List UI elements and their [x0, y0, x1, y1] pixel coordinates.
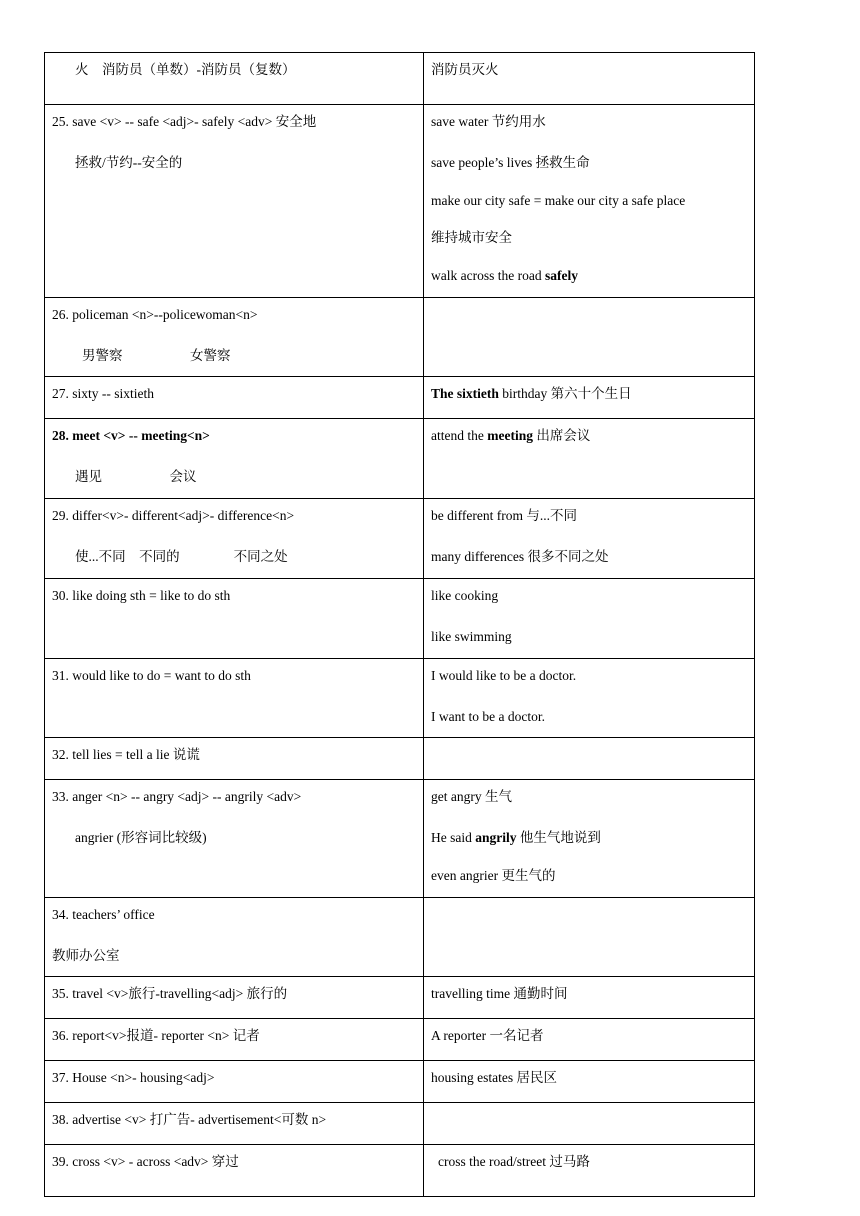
table-row	[45, 780, 755, 897]
term-cell	[45, 1019, 424, 1061]
term-text: 32. tell lies = tell a lie 说谎	[52, 747, 200, 763]
term-cell	[45, 419, 424, 499]
example-cell	[424, 499, 755, 579]
term-text: 36. report<v>报道- reporter <n> 记者	[52, 1028, 260, 1044]
example-text: A reporter 一名记者	[431, 1028, 544, 1044]
term-translation: 使...不同 不同的 不同之处	[75, 549, 288, 565]
example-line	[431, 419, 747, 460]
example-cell	[424, 419, 755, 499]
example-text: I want to be a doctor.	[431, 708, 545, 724]
term-cell	[45, 499, 424, 579]
example-text: save people’s lives 拯救生命	[431, 155, 590, 170]
term-cell	[45, 105, 424, 298]
example-cell	[424, 780, 755, 897]
example-text: 出席会议	[532, 428, 591, 444]
example-line	[431, 377, 747, 418]
table-row	[45, 419, 755, 499]
table-row	[45, 738, 755, 780]
example-text: He said	[431, 830, 476, 846]
table-row	[45, 977, 755, 1019]
example-bold-word: safely	[544, 268, 578, 284]
table-row	[45, 105, 755, 298]
example-text: housing estates 居民区	[431, 1070, 557, 1086]
term-cell	[45, 1145, 424, 1197]
example-bold-word: The sixtieth	[431, 386, 499, 402]
table-row	[45, 1145, 755, 1197]
term-text: 34. teachers’ office	[52, 906, 155, 922]
term-cell	[45, 738, 424, 780]
example-text: walk across the road	[431, 268, 545, 284]
term-cell	[45, 658, 424, 738]
table-row	[45, 499, 755, 579]
table-row	[45, 297, 755, 377]
example-text: 他生气地说到	[516, 830, 601, 846]
term-text: 37. House <n>- housing<adj>	[52, 1070, 215, 1086]
example-bold-word: angrily	[475, 830, 517, 846]
term-text: 35. travel <v>旅行-travelling<adj> 旅行的	[52, 986, 288, 1002]
term-bold-text: 28. meet <v> -- meeting<n>	[52, 428, 210, 444]
table-row	[45, 578, 755, 658]
example-cell	[424, 1019, 755, 1061]
example-text: I would like to be a doctor.	[431, 667, 577, 683]
example-cell	[424, 1103, 755, 1145]
term-text: 38. advertise <v> 打广告- advertisement<可数 n>	[52, 1112, 327, 1128]
example-line	[431, 259, 747, 297]
table-row	[45, 1019, 755, 1061]
example-cell	[424, 297, 755, 377]
term-translation: 教师办公室	[52, 947, 120, 963]
table-row	[45, 377, 755, 419]
table-row	[45, 658, 755, 738]
term-text: 31. would like to do = want to do sth	[52, 667, 251, 683]
term-cell	[45, 897, 424, 977]
example-text: travelling time 通勤时间	[431, 986, 568, 1002]
example-cell	[424, 897, 755, 977]
term-translation: 男警察 女警察	[82, 347, 231, 363]
example-cell	[424, 1061, 755, 1103]
example-line	[431, 821, 747, 859]
example-text: birthday 第六十个生日	[498, 386, 632, 402]
example-cell	[424, 658, 755, 738]
term-text: 30. like doing sth = like to do sth	[52, 587, 231, 603]
example-cell	[424, 1145, 755, 1197]
example-cell	[424, 738, 755, 780]
table-row	[45, 1103, 755, 1145]
example-cell	[424, 578, 755, 658]
term-text	[52, 419, 416, 460]
example-text: cross the road/street 过马路	[438, 1154, 590, 1170]
term-text: 27. sixty -- sixtieth	[52, 386, 154, 402]
example-text: save water 节约用水	[431, 114, 546, 129]
example-cell	[424, 105, 755, 298]
example-text: even angrier 更生气的	[431, 867, 556, 883]
example-text: make our city safe = make our city a safe place	[431, 192, 686, 208]
example-text: get angry 生气	[431, 789, 512, 805]
term-cell	[45, 578, 424, 658]
term-translation: 拯救/节约--安全的	[75, 155, 183, 170]
term-cell	[45, 1103, 424, 1145]
term-text: 39. cross <v> - across <adv> 穿过	[52, 1154, 239, 1170]
example-text: like cooking	[431, 587, 499, 603]
example-bold-word: meeting	[487, 428, 533, 444]
term-cell	[45, 780, 424, 897]
example-text: 维持城市安全	[431, 230, 512, 246]
example-cell	[424, 377, 755, 419]
term-cell	[45, 977, 424, 1019]
term-cell	[45, 297, 424, 377]
term-cell	[45, 377, 424, 419]
term-text: 29. differ<v>- different<adj>- difference<n>	[52, 508, 295, 524]
table-row	[45, 1061, 755, 1103]
term-cell	[45, 53, 424, 105]
term-cell	[45, 1061, 424, 1103]
example-text: be different from 与...不同	[431, 508, 577, 524]
term-text: 火 消防员（单数）-消防员（复数）	[75, 62, 296, 77]
example-text: many differences 很多不同之处	[431, 549, 609, 565]
term-text: 26. policeman <n>--policewoman<n>	[52, 306, 258, 322]
term-translation: 遇见 会议	[75, 469, 197, 485]
example-text: attend the	[431, 428, 488, 444]
term-text: 33. anger <n> -- angry <adj> -- angrily <adv>	[52, 789, 302, 805]
table-row	[45, 53, 755, 105]
term-translation: angrier (形容词比较级)	[75, 830, 207, 846]
table-row	[45, 897, 755, 977]
example-cell	[424, 977, 755, 1019]
example-text: 消防员灭火	[431, 62, 499, 77]
vocabulary-table	[44, 52, 755, 1197]
example-text: like swimming	[431, 628, 512, 644]
term-text: 25. save <v> -- safe <adj>- safely <adv> 安全地	[52, 114, 317, 129]
example-cell	[424, 53, 755, 105]
